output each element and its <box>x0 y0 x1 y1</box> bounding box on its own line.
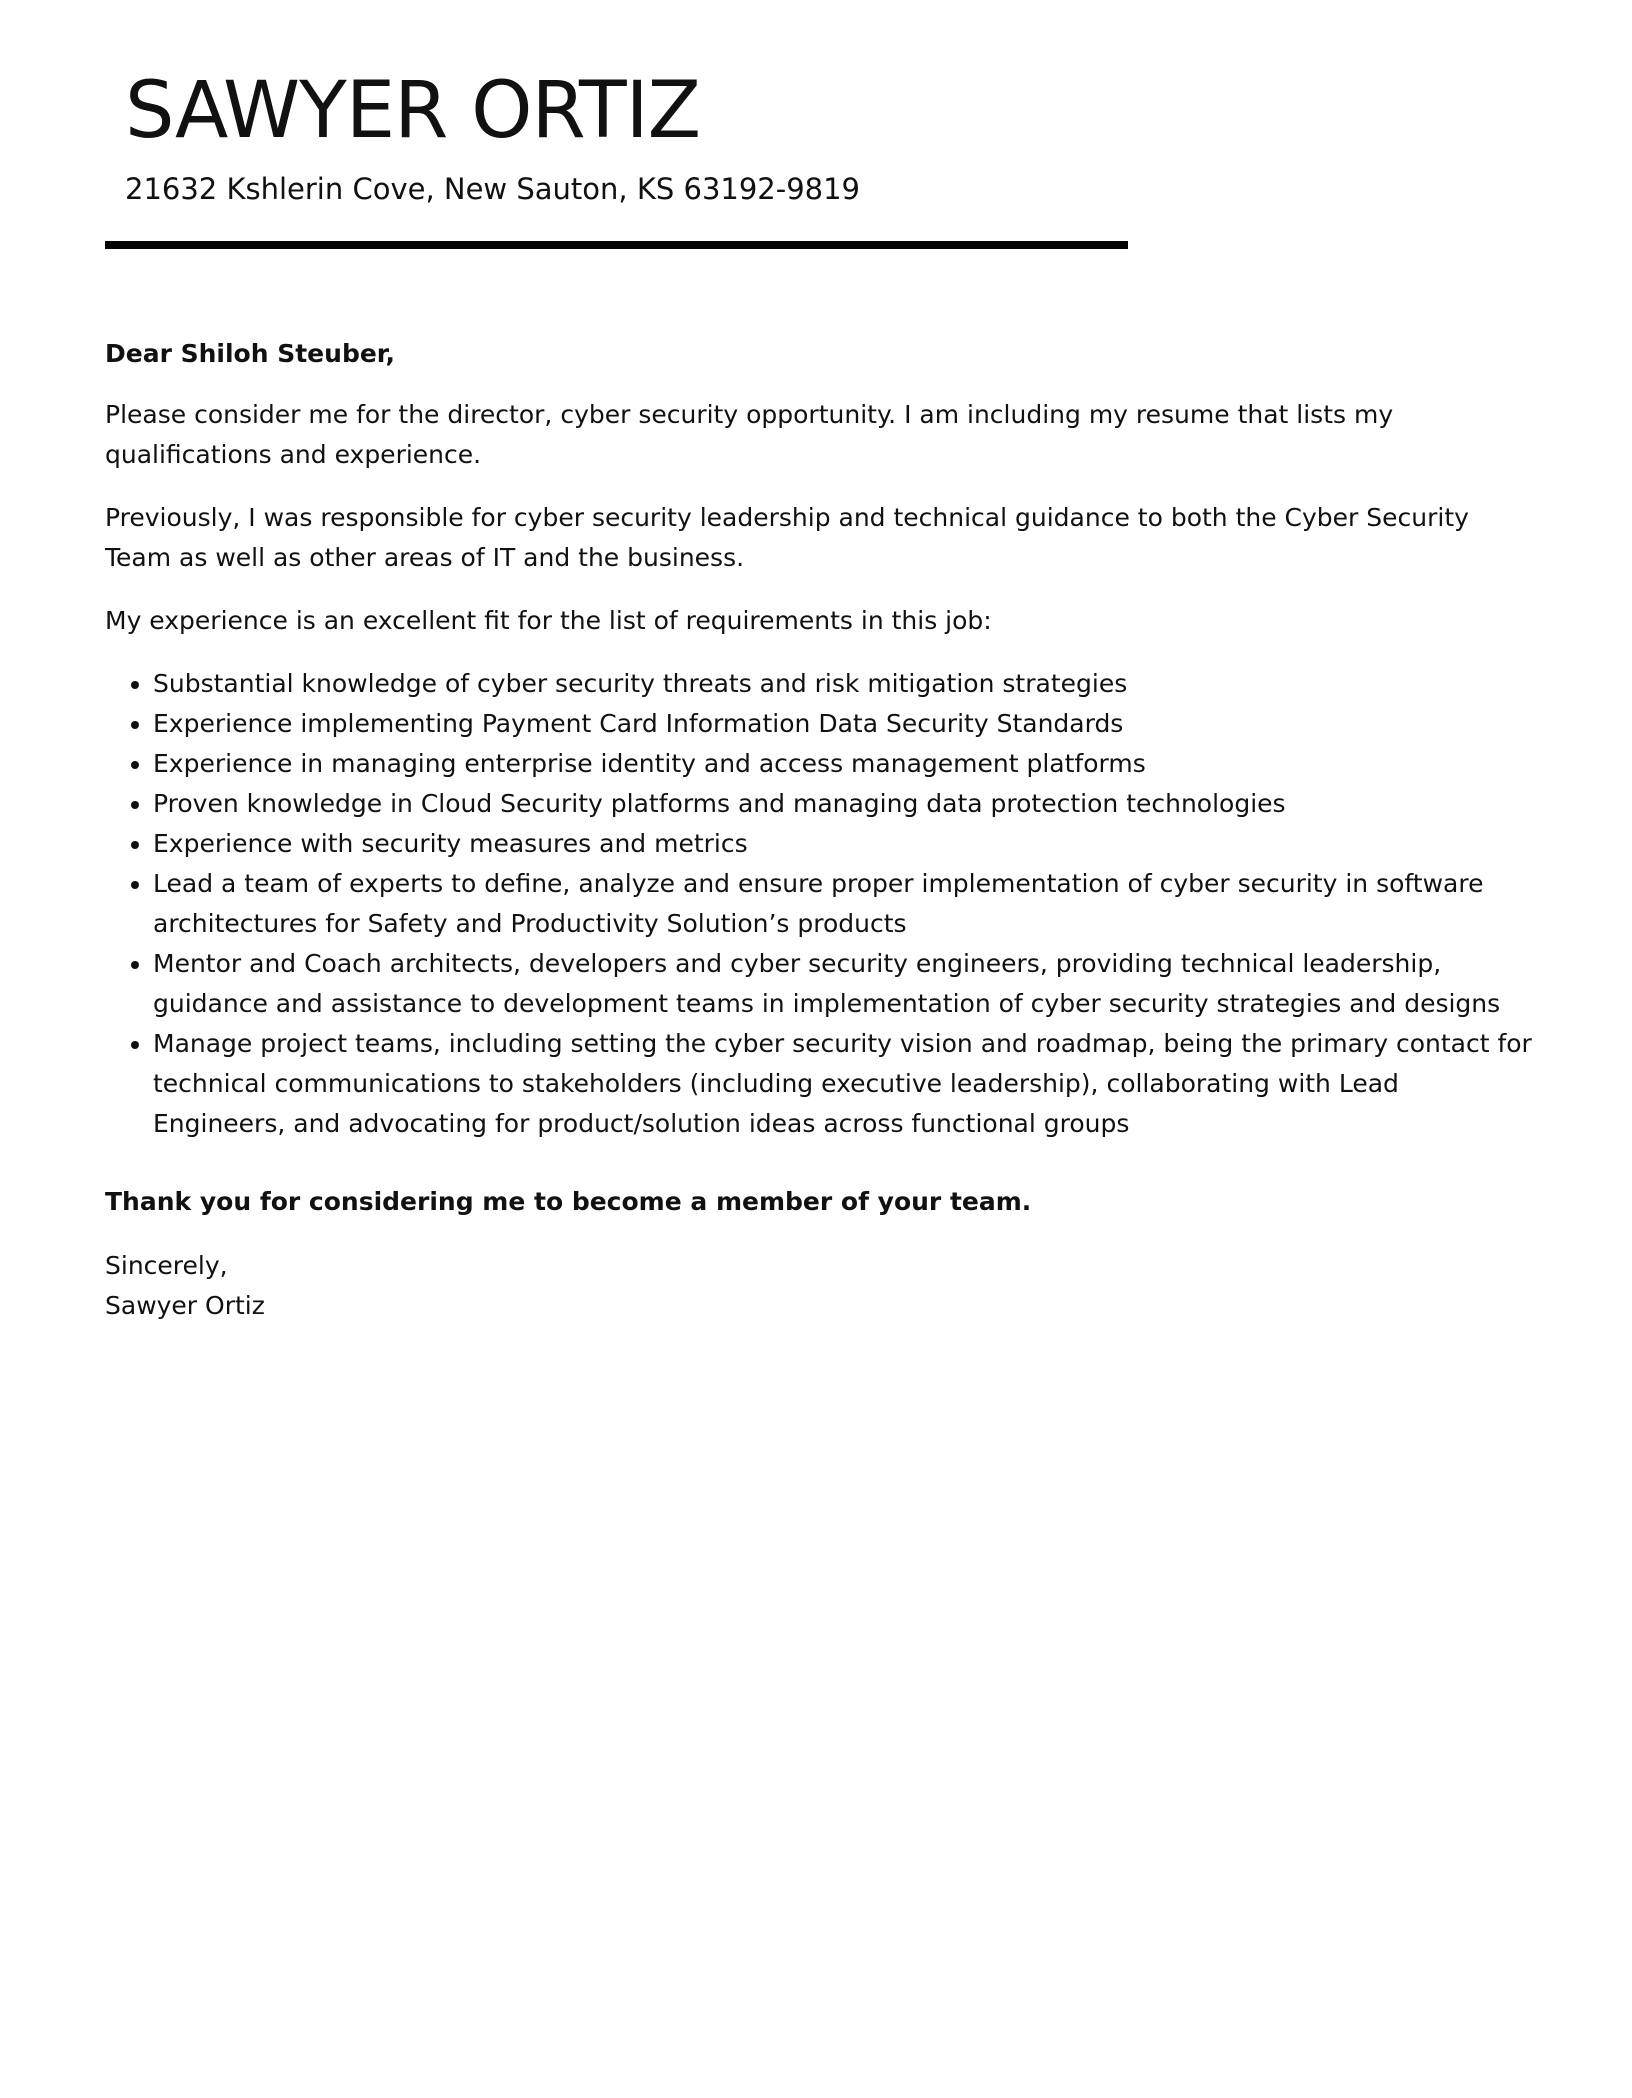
list-item: • Experience with security measures and metrics <box>153 824 1535 864</box>
list-item: • Mentor and Coach architects, developers and cyber security engineers, providing technical leadership, guidance and assistance to development teams in implementation of cyber security strategies and designs <box>153 944 1535 1024</box>
closing-block <box>105 1246 1535 1326</box>
sender-address: 21632 Kshlerin Cove, New Sauton, KS 63192-9819 <box>125 172 861 206</box>
list-item: • Proven knowledge in Cloud Security platforms and managing data protection technologies <box>153 784 1535 824</box>
list-item: • Lead a team of experts to define, analyze and ensure proper implementation of cyber security in software architectures for Safety and Productivity Solution’s products <box>153 864 1535 944</box>
signature-name: Sawyer Ortiz <box>105 1291 265 1320</box>
list-item: • Experience implementing Payment Card Information Data Security Standards <box>153 704 1535 744</box>
paragraph-intro: Please consider me for the director, cyber security opportunity. I am including my resume that lists my qualifications and experience. <box>105 400 1394 469</box>
paragraph-fit: My experience is an excellent fit for the list of requirements in this job: <box>105 606 992 635</box>
list-item: • Manage project teams, including setting the cyber security vision and roadmap, being the primary contact for technical communications to stakeholders (including executive leadership), collaborating with Lead Engineers, and advocating for product/solution ideas across functional groups <box>153 1024 1535 1144</box>
greeting: Dear Shiloh Steuber, <box>105 339 395 368</box>
list-item: • Substantial knowledge of cyber security threats and risk mitigation strategies <box>153 664 1535 704</box>
thank-you-line: Thank you for considering me to become a member of your team. <box>105 1187 1032 1216</box>
header-divider <box>105 241 1128 249</box>
sender-name: SAWYER ORTIZ <box>125 66 701 156</box>
paragraph-previous-role: Previously, I was responsible for cyber security leadership and technical guidance to both the Cyber Security Team as well as other areas of IT and the business. <box>105 503 1469 572</box>
list-item: • Experience in managing enterprise identity and access management platforms <box>153 744 1535 784</box>
closing-salutation: Sincerely, <box>105 1251 228 1280</box>
requirements-list <box>105 664 1535 1144</box>
letter-body <box>105 334 1535 1349</box>
